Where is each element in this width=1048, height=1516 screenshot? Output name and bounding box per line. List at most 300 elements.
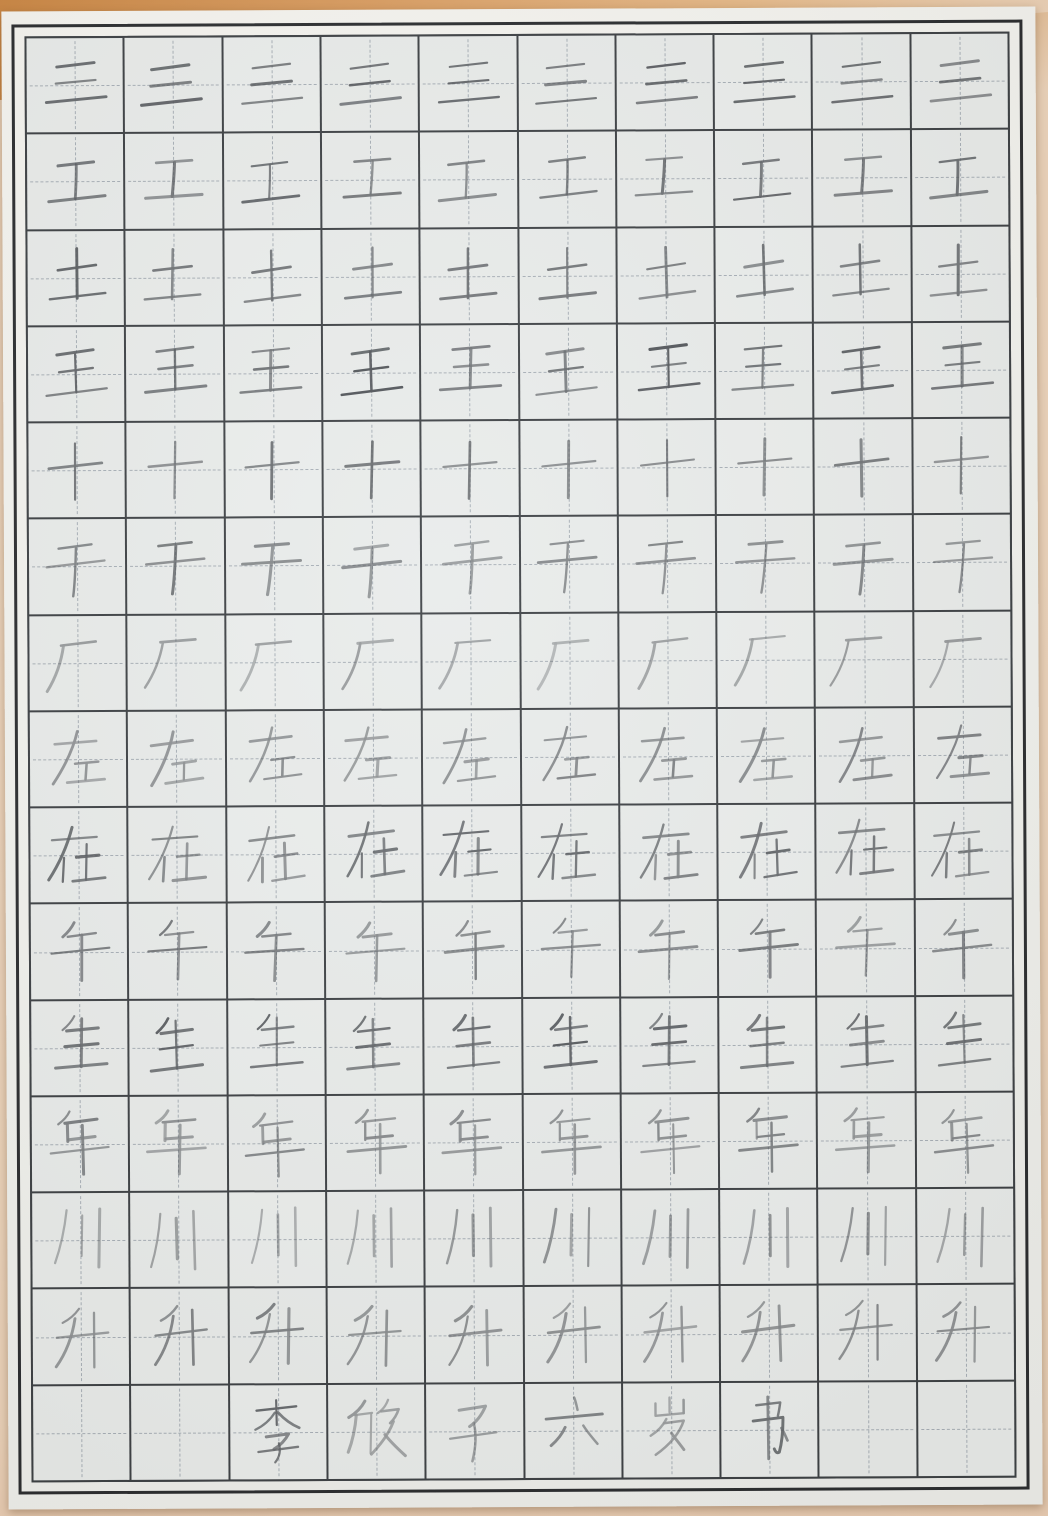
grid-cell: [225, 518, 322, 613]
grid-cell: [27, 230, 124, 325]
grid-cell: [721, 1286, 818, 1381]
handwritten-character: [430, 810, 513, 897]
grid-cell: [523, 1094, 620, 1189]
grid-cell: [423, 710, 520, 805]
handwritten-character: [918, 134, 1001, 221]
grid-cell: [913, 419, 1010, 514]
cell-guide-vertical: [868, 1385, 869, 1473]
handwritten-character: [824, 904, 907, 991]
grid-cell: [520, 421, 617, 516]
cell-guide-vertical: [966, 1385, 967, 1473]
sheet-outer-frame: [11, 20, 1029, 1495]
handwritten-character: [36, 619, 119, 706]
grid-cell: [127, 423, 224, 518]
handwritten-character: [721, 38, 804, 125]
handwritten-character: [230, 41, 313, 128]
grid-cell: [518, 36, 615, 131]
grid-cell: [30, 808, 127, 903]
grid-cell: [229, 1288, 326, 1383]
handwritten-character: [231, 330, 314, 417]
grid-cell: [130, 1096, 227, 1191]
handwritten-character: [234, 811, 317, 898]
grid-cell: [228, 1000, 325, 1095]
handwritten-character: [39, 1293, 122, 1380]
grid-cell: [321, 37, 418, 132]
handwritten-character: [236, 1388, 319, 1475]
handwritten-character: [427, 136, 510, 223]
grid-cell: [525, 1383, 622, 1478]
handwritten-character: [236, 1292, 319, 1379]
grid-cell: [520, 517, 617, 612]
grid-cell: [128, 615, 225, 710]
grid-cell: [914, 611, 1011, 706]
grid-cell: [521, 613, 618, 708]
grid-cell: [324, 518, 421, 613]
grid-cell: [424, 902, 521, 997]
practice-sheet-paper: [1, 6, 1042, 1509]
grid-cell: [917, 1285, 1014, 1380]
handwritten-character: [627, 809, 710, 896]
handwritten-character: [626, 713, 709, 800]
handwritten-character: [822, 615, 905, 702]
handwritten-character: [432, 1099, 515, 1186]
grid-cell: [127, 519, 224, 614]
grid-cell: [425, 1191, 522, 1286]
grid-cell: [715, 131, 812, 226]
handwritten-character: [133, 330, 216, 417]
grid-cell: [228, 1096, 325, 1191]
grid-cell: [521, 709, 618, 804]
handwritten-character: [821, 327, 904, 414]
grid-cell: [814, 227, 911, 322]
grid-cell: [523, 998, 620, 1093]
handwritten-character: [529, 906, 612, 993]
grid-cell: [717, 516, 814, 611]
handwritten-character: [628, 1002, 711, 1089]
grid-cell: [32, 1097, 129, 1192]
handwritten-character: [37, 812, 120, 899]
handwritten-character: [428, 425, 511, 512]
handwritten-character: [36, 523, 119, 610]
handwritten-character: [138, 1293, 221, 1380]
handwritten-character: [33, 42, 116, 129]
grid-cell: [717, 612, 814, 707]
grid-cell: [422, 614, 519, 709]
grid-cell: [620, 709, 717, 804]
grid-cell: [915, 900, 1012, 995]
grid-cell: [818, 1093, 915, 1188]
handwritten-character: [531, 1387, 614, 1474]
grid-cell: [621, 998, 718, 1093]
grid-cell: [817, 804, 914, 899]
grid-cell: [522, 902, 619, 997]
handwritten-character: [330, 425, 413, 512]
grid-cell: [126, 326, 223, 421]
handwritten-character: [921, 615, 1004, 702]
grid-cell: [911, 34, 1008, 129]
handwritten-character: [623, 39, 706, 126]
grid-cell: [421, 229, 518, 324]
handwritten-character: [629, 1290, 712, 1377]
handwritten-character: [528, 617, 611, 704]
handwritten-character: [923, 1096, 1006, 1183]
grid-cell: [326, 903, 423, 998]
handwritten-character: [918, 37, 1001, 124]
handwritten-character: [331, 618, 414, 705]
handwritten-character: [432, 1195, 515, 1282]
handwritten-character: [724, 520, 807, 607]
handwritten-character: [526, 232, 609, 319]
handwritten-character: [822, 519, 905, 606]
handwritten-character: [429, 617, 512, 704]
handwritten-character: [723, 423, 806, 510]
grid-cell: [914, 515, 1011, 610]
handwritten-character: [134, 523, 217, 610]
grid-cell: [30, 712, 127, 807]
handwritten-character: [728, 1386, 811, 1473]
grid-cell: [524, 1287, 621, 1382]
handwritten-character: [527, 521, 610, 608]
grid-cell: [720, 1190, 817, 1285]
handwritten-character: [625, 520, 708, 607]
character-grid: [24, 32, 1016, 1483]
grid-cell: [322, 229, 419, 324]
grid-cell: [815, 515, 912, 610]
handwritten-character: [727, 1194, 810, 1281]
grid-cell: [715, 35, 812, 130]
grid-cell: [721, 1382, 818, 1477]
handwritten-character: [330, 522, 413, 609]
handwritten-character: [231, 233, 314, 320]
grid-cell: [326, 999, 423, 1094]
grid-cell: [912, 226, 1009, 321]
grid-cell: [622, 1286, 719, 1381]
grid-cell: [131, 1289, 228, 1384]
handwritten-character: [923, 1000, 1006, 1087]
handwritten-character: [623, 135, 706, 222]
handwritten-character: [332, 907, 415, 994]
handwritten-character: [922, 904, 1005, 991]
grid-cell: [917, 1189, 1014, 1284]
handwritten-character: [332, 810, 415, 897]
handwritten-character: [429, 521, 512, 608]
handwritten-character: [825, 1097, 908, 1184]
grid-cell: [225, 422, 322, 517]
grid-cell: [912, 130, 1009, 225]
handwritten-character: [233, 618, 316, 705]
handwritten-character: [725, 712, 808, 799]
grid-cell: [32, 1193, 129, 1288]
grid-cell: [31, 904, 128, 999]
grid-cell: [325, 710, 422, 805]
grid-cell: [618, 420, 715, 515]
grid-cell: [817, 900, 914, 995]
grid-cell: [617, 131, 714, 226]
handwritten-character: [624, 328, 707, 415]
handwritten-character: [628, 1098, 711, 1185]
grid-cell: [621, 1094, 718, 1189]
grid-cell: [617, 228, 714, 323]
handwritten-character: [820, 38, 903, 125]
grid-cell: [426, 1384, 523, 1479]
grid-cell: [623, 1383, 720, 1478]
handwritten-character: [924, 1289, 1007, 1376]
grid-cell: [813, 34, 910, 129]
handwritten-character: [38, 1004, 121, 1091]
handwritten-character: [37, 716, 120, 803]
grid-cell: [716, 323, 813, 418]
handwritten-character: [825, 1193, 908, 1280]
handwritten-character: [136, 908, 219, 995]
handwritten-character: [430, 714, 513, 801]
grid-cell: [524, 1191, 621, 1286]
grid-cell: [916, 1093, 1013, 1188]
grid-cell: [819, 1382, 916, 1477]
handwritten-character: [526, 328, 609, 415]
handwritten-character: [428, 329, 511, 416]
handwritten-character: [136, 1004, 219, 1091]
grid-cell: [26, 38, 123, 133]
grid-cell: [33, 1289, 130, 1384]
handwritten-character: [35, 331, 118, 418]
grid-cell: [620, 805, 717, 900]
grid-cell: [816, 708, 913, 803]
handwritten-character: [624, 231, 707, 318]
handwritten-character: [820, 134, 903, 221]
handwritten-character: [823, 712, 906, 799]
grid-cell: [327, 1288, 424, 1383]
handwritten-character: [630, 1387, 713, 1474]
handwritten-character: [34, 138, 117, 225]
handwritten-character: [329, 137, 412, 224]
grid-cell: [28, 327, 125, 422]
grid-cell: [720, 1093, 817, 1188]
handwritten-character: [626, 616, 709, 703]
handwritten-character: [531, 1291, 614, 1378]
handwritten-character: [233, 715, 316, 802]
grid-cell: [27, 134, 124, 229]
grid-cell: [33, 1386, 130, 1481]
handwritten-character: [922, 808, 1005, 895]
grid-cell: [719, 997, 816, 1092]
handwritten-character: [824, 1001, 907, 1088]
handwritten-character: [625, 424, 708, 511]
grid-cell: [28, 423, 125, 518]
grid-cell: [322, 133, 419, 228]
grid-cell: [223, 37, 320, 132]
grid-cell: [227, 807, 324, 902]
grid-cell: [718, 708, 815, 803]
grid-cell: [325, 807, 422, 902]
handwritten-character: [525, 136, 608, 223]
handwritten-character: [34, 234, 117, 321]
handwritten-character: [527, 424, 610, 511]
handwritten-character: [726, 1001, 809, 1088]
grid-cell: [323, 422, 420, 517]
handwritten-character: [235, 1100, 318, 1187]
handwritten-character: [823, 808, 906, 895]
handwritten-character: [35, 427, 118, 514]
grid-cell: [422, 517, 519, 612]
handwritten-character: [329, 233, 412, 320]
grid-cell: [128, 711, 225, 806]
grid-cell: [916, 996, 1013, 1091]
grid-cell: [422, 421, 519, 516]
handwritten-character: [726, 905, 809, 992]
handwritten-character: [921, 711, 1004, 798]
grid-cell: [227, 903, 324, 998]
handwritten-character: [530, 1098, 613, 1185]
handwritten-character: [433, 1388, 516, 1475]
cell-guide-vertical: [180, 1388, 181, 1476]
handwritten-character: [431, 906, 514, 993]
grid-cell: [425, 1095, 522, 1190]
handwritten-character: [38, 1101, 121, 1188]
grid-cell: [618, 324, 715, 419]
handwritten-character: [627, 905, 710, 992]
grid-cell: [327, 1192, 424, 1287]
grid-cell: [129, 808, 226, 903]
grid-cell: [420, 36, 517, 131]
handwritten-character: [723, 327, 806, 414]
grid-cell: [424, 999, 521, 1094]
handwritten-character: [132, 234, 215, 321]
grid-cell: [224, 133, 321, 228]
handwritten-character: [37, 908, 120, 995]
handwritten-character: [530, 1195, 613, 1282]
handwritten-character: [629, 1194, 712, 1281]
grid-cell: [619, 516, 716, 611]
grid-cell: [224, 230, 321, 325]
handwritten-character: [722, 231, 805, 318]
handwritten-character: [920, 422, 1003, 509]
handwritten-character: [427, 232, 510, 319]
handwritten-character: [431, 1002, 514, 1089]
grid-cell: [616, 35, 713, 130]
handwritten-character: [234, 907, 317, 994]
handwritten-character: [230, 137, 313, 224]
handwritten-character: [133, 426, 216, 513]
grid-cell: [918, 1381, 1015, 1476]
grid-cell: [224, 326, 321, 421]
grid-cell: [915, 804, 1012, 899]
cell-guide-vertical: [81, 1389, 82, 1477]
grid-cell: [129, 904, 226, 999]
handwritten-character: [334, 1292, 417, 1379]
grid-cell: [327, 1095, 424, 1190]
handwritten-character: [333, 1003, 416, 1090]
handwritten-character: [132, 41, 215, 128]
handwritten-character: [433, 1291, 516, 1378]
grid-cell: [323, 325, 420, 420]
grid-cell: [125, 37, 222, 132]
handwritten-character: [826, 1289, 909, 1376]
handwritten-character: [919, 230, 1002, 317]
grid-cell: [230, 1385, 327, 1480]
handwritten-character: [528, 809, 611, 896]
grid-cell: [226, 711, 323, 806]
handwritten-character: [528, 713, 611, 800]
handwritten-character: [328, 40, 411, 127]
grid-cell: [131, 1385, 228, 1480]
grid-cell: [522, 806, 619, 901]
handwritten-character: [924, 1193, 1007, 1280]
grid-cell: [229, 1192, 326, 1287]
handwritten-character: [330, 329, 413, 416]
grid-cell: [815, 419, 912, 514]
handwritten-character: [335, 1388, 418, 1475]
handwritten-character: [135, 811, 218, 898]
grid-cell: [328, 1384, 425, 1479]
grid-cell: [716, 227, 813, 322]
grid-cell: [621, 901, 718, 996]
handwritten-character: [232, 522, 315, 609]
handwritten-character: [137, 1100, 220, 1187]
handwritten-character: [821, 423, 904, 510]
grid-cell: [518, 132, 615, 227]
grid-cell: [818, 997, 915, 1092]
handwritten-character: [334, 1195, 417, 1282]
grid-cell: [816, 612, 913, 707]
handwritten-character: [232, 426, 315, 513]
handwritten-character: [331, 714, 414, 801]
grid-cell: [913, 322, 1010, 417]
handwritten-character: [333, 1099, 416, 1186]
grid-cell: [622, 1190, 719, 1285]
grid-cell: [719, 901, 816, 996]
grid-cell: [819, 1189, 916, 1284]
handwritten-character: [726, 1097, 809, 1184]
grid-cell: [519, 324, 616, 419]
grid-cell: [130, 1193, 227, 1288]
handwritten-character: [135, 715, 218, 802]
grid-cell: [420, 132, 517, 227]
handwritten-character: [137, 1196, 220, 1283]
handwritten-character: [132, 138, 215, 225]
grid-cell: [29, 616, 126, 711]
grid-cell: [619, 613, 716, 708]
grid-cell: [716, 420, 813, 515]
handwritten-character: [920, 519, 1003, 606]
handwritten-character: [235, 1196, 318, 1283]
handwritten-character: [235, 1003, 318, 1090]
grid-cell: [126, 230, 223, 325]
grid-cell: [426, 1287, 523, 1382]
handwritten-character: [529, 1002, 612, 1089]
grid-cell: [129, 1000, 226, 1095]
grid-cell: [814, 323, 911, 418]
grid-cell: [914, 707, 1011, 802]
handwritten-character: [725, 808, 808, 895]
grid-cell: [421, 325, 518, 420]
grid-cell: [718, 805, 815, 900]
grid-cell: [519, 228, 616, 323]
handwritten-character: [525, 39, 608, 126]
grid-cell: [813, 130, 910, 225]
grid-cell: [226, 615, 323, 710]
grid-cell: [423, 806, 520, 901]
handwritten-character: [134, 619, 217, 706]
handwritten-character: [724, 616, 807, 703]
handwritten-character: [919, 326, 1002, 413]
handwritten-character: [727, 1290, 810, 1377]
handwritten-character: [426, 40, 509, 127]
grid-cell: [125, 134, 222, 229]
grid-cell: [29, 519, 126, 614]
grid-cell: [31, 1001, 128, 1096]
grid-cell: [819, 1286, 916, 1381]
handwritten-character: [722, 135, 805, 222]
